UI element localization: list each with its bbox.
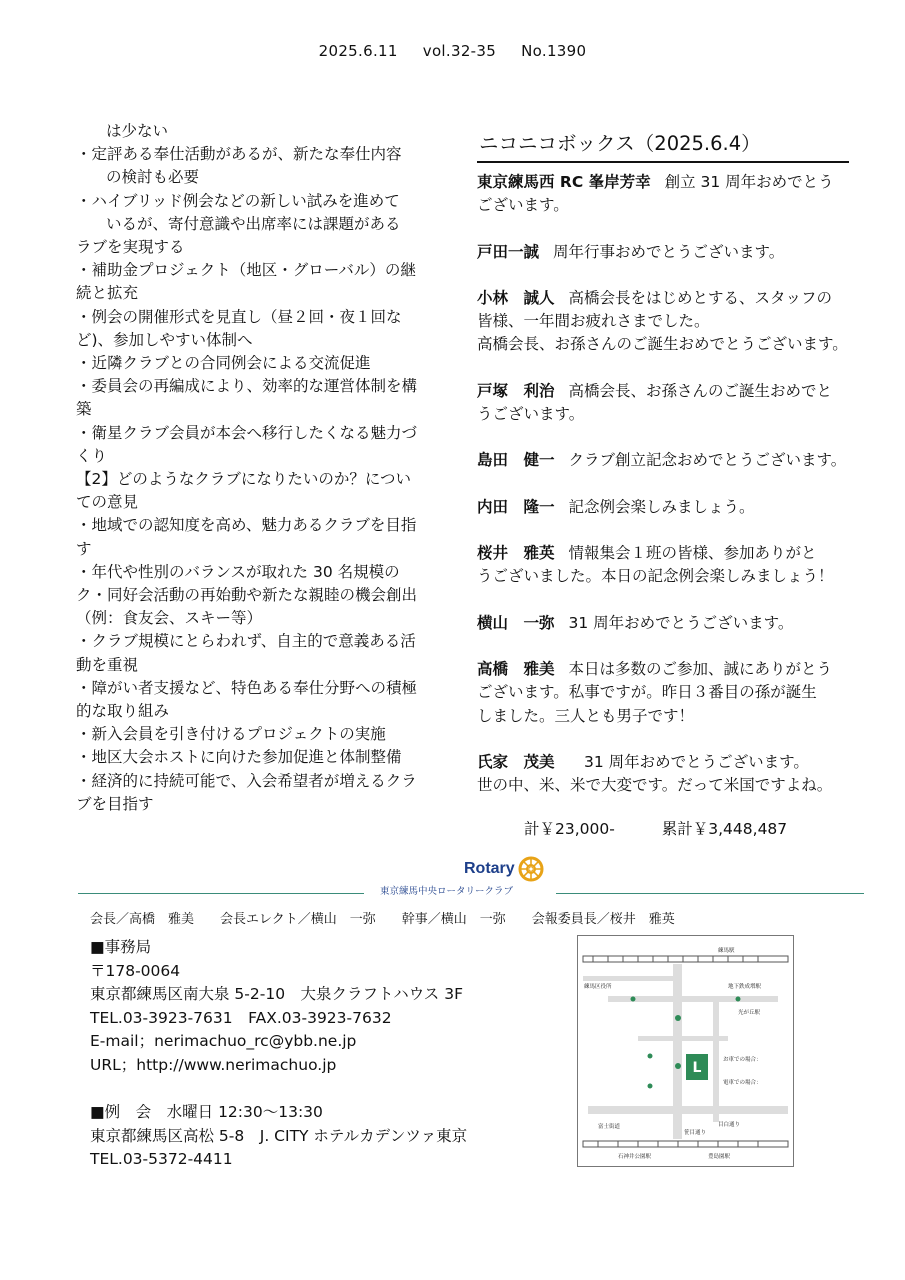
left-text-line: ・障がい者支援など、特色ある奉仕分野への積極	[76, 678, 418, 697]
map-label-10: 電車での場合：	[723, 1080, 762, 1086]
entry-message: 高橋会長、お孫さんのご誕生おめでと	[568, 381, 833, 400]
club-name-caption: 東京練馬中央ロータリークラブ	[380, 886, 514, 897]
entry-message: 高橋会長、お孫さんのご誕生おめでとうございます。	[477, 335, 848, 354]
officer-entry: 幹事／横山 一弥	[401, 912, 506, 927]
map-roads	[583, 964, 788, 1139]
map-station-markers	[631, 997, 741, 1089]
left-text-line: ・定評ある奉仕活動があるが、新たな奉仕内容	[76, 145, 402, 164]
left-text-line: ラブを実現する	[76, 238, 185, 257]
left-text-line: は少ない	[106, 122, 169, 140]
issue-date: 2025.6.11	[318, 42, 398, 60]
entry-name: 小林 誠人	[477, 288, 555, 307]
map-label-3: 光が丘駅	[738, 1010, 761, 1016]
left-text-line: ・衛星クラブ会員が本会へ移行したくなる魅力づ	[76, 423, 418, 442]
left-text-line: ・新入会員を引き付けるプロジェクトの実施	[76, 725, 386, 744]
map-label-6: 笹目通り	[684, 1130, 707, 1136]
meeting-tel: TEL.03-5372-4411	[90, 1150, 233, 1169]
contact-block	[90, 936, 467, 1172]
niconico-box	[477, 128, 857, 821]
map-drawing	[578, 936, 793, 1166]
issue-volume: vol.32-35	[422, 42, 497, 60]
rotary-wheel-icon	[518, 856, 544, 882]
officers-line	[90, 908, 701, 927]
niconico-entry	[477, 287, 857, 357]
left-text-line: ・地域での認知度を高め、魅力あるクラブを目指	[76, 516, 417, 535]
entry-message: 皆様、一年間お疲れさまでした。	[477, 312, 710, 331]
left-text-line: ・補助金プロジェクト（地区・グローバル）の継	[76, 261, 416, 280]
niconico-entry	[477, 612, 857, 635]
left-text-line: ・地区大会ホストに向けた参加促進と体制整備	[76, 748, 402, 767]
entry-line	[477, 449, 857, 472]
entry-message: クラブ創立記念おめでとうございます。	[568, 451, 847, 470]
left-text-line: いるが、寄付意識や出席率には課題がある	[106, 214, 401, 233]
entry-message: うございました。本日の記念例会楽しみましょう！	[477, 567, 834, 586]
niconico-entry	[477, 658, 857, 728]
meeting-heading: ■例 会 水曜日 12:30～13:30	[90, 1103, 323, 1122]
entry-name: 戸塚 利治	[477, 381, 555, 400]
entry-name: 横山 一弥	[477, 613, 555, 632]
left-text-line: ・例会の開催形式を見直し（昼２回・夜１回な	[76, 307, 402, 326]
left-text-line: す	[76, 539, 92, 558]
footer-rule-right	[556, 893, 864, 894]
office-email: E-mail；nerimachuo_rc@ybb.ne.jp	[90, 1032, 357, 1051]
left-text-line: 【2】どのようなクラブになりたいのか？につい	[76, 470, 412, 489]
entry-message: 周年行事おめでとうございます。	[553, 242, 785, 261]
left-text-line: ・委員会の再編成により、効率的な運営体制を構	[76, 377, 418, 396]
office-url: URL；http://www.nerimachuo.jp	[90, 1055, 337, 1074]
niconico-entry	[477, 496, 857, 519]
entry-message: 本日は多数のご参加、誠にありがとう	[568, 660, 833, 679]
map-label-7: 石神井公園駅	[618, 1154, 652, 1160]
niconico-entry	[477, 449, 857, 472]
total-amount: 計￥23,000-	[524, 820, 615, 838]
entry-message: 31 周年おめでとうございます。	[568, 752, 809, 771]
entry-line	[477, 403, 857, 426]
niconico-title: ニコニコボックス（2025.6.4）	[477, 128, 849, 163]
niconico-entry	[477, 380, 857, 426]
left-text-line: ・クラブ規模にとらわれず、自主的で意義ある活	[76, 632, 416, 651]
entry-line	[477, 310, 857, 333]
entry-name: 東京練馬西 RC 峯岸芳幸	[477, 173, 651, 191]
spacer	[90, 1078, 467, 1102]
left-text-line: 続と拡充	[76, 284, 139, 303]
entry-line	[477, 751, 857, 774]
meeting-address: 東京都練馬区高松 5-8 J. CITY ホテルカデンツァ東京	[90, 1126, 468, 1145]
left-text-line: ブを目指す	[76, 794, 154, 813]
entry-name: 内田 隆一	[477, 497, 555, 516]
entry-line	[477, 565, 857, 588]
footer-rule-left	[78, 893, 364, 894]
left-text-line: ク・同好会活動の再始動や新たな親睦の機会創出	[76, 586, 418, 605]
entry-line	[477, 705, 857, 728]
niconico-entry	[477, 241, 857, 264]
postal-code: 〒178-0064	[90, 961, 181, 980]
issue-number: No.1390	[521, 42, 587, 60]
office-tel-fax: TEL.03-3923-7631 FAX.03-3923-7632	[90, 1008, 392, 1027]
entry-name: 島田 健一	[477, 451, 555, 470]
map-label-2: 地下鉄成増駅	[728, 984, 762, 990]
svg-text:L: L	[692, 1060, 702, 1076]
left-text-line: ・年代や性別のバランスが取れた 30 名規模の	[76, 562, 400, 581]
entry-message: ございます。私事ですが。昨日３番目の孫が誕生	[477, 683, 817, 702]
entry-message: 世の中、米、米で大変です。だって米国ですよね。	[477, 776, 833, 795]
map-label-8: 豊島園駅	[708, 1154, 731, 1160]
entry-message: 31 周年おめでとうございます。	[568, 613, 794, 632]
left-text-line: ・近隣クラブとの合同例会による交流促進	[76, 354, 371, 373]
entry-message: 記念例会楽しみましょう。	[568, 497, 755, 516]
left-column-text	[76, 120, 456, 816]
left-text-line: 築	[76, 400, 92, 419]
rotary-logo	[464, 856, 544, 882]
entry-name: 戸田一誠	[477, 242, 540, 261]
location-map	[577, 935, 794, 1167]
entry-message: うございます。	[477, 404, 585, 423]
entry-line	[477, 380, 857, 403]
rotary-wordmark: Rotary	[464, 860, 515, 877]
issue-header	[0, 42, 905, 60]
map-label-0: 練馬駅	[718, 948, 735, 954]
entry-line	[477, 496, 857, 519]
niconico-entries	[477, 171, 857, 797]
officer-entry: 会長エレクト／横山 一弥	[220, 912, 376, 927]
map-label-1: 練馬区役所	[584, 984, 612, 990]
cumulative-amount: 累計￥3,448,487	[661, 820, 788, 838]
officer-entry: 会報委員長／桜井 雅英	[531, 912, 675, 927]
entry-line	[477, 194, 857, 217]
left-text-line: くり	[76, 446, 108, 465]
entry-message: 情報集会１班の皆様、参加ありがと	[568, 544, 817, 563]
niconico-entry	[477, 751, 857, 797]
left-text-line: （例：食友会、スキー等）	[76, 609, 263, 628]
niconico-entry	[477, 542, 857, 588]
office-address: 東京都練馬区南大泉 5-2-10 大泉クラフトハウス 3F	[90, 985, 463, 1004]
entry-name: 高橋 雅美	[477, 660, 555, 679]
niconico-entry	[477, 171, 857, 217]
office-heading: ■事務局	[90, 938, 152, 956]
entry-line	[477, 612, 857, 635]
map-label-5: 目白通り	[718, 1122, 741, 1128]
entry-line	[477, 241, 857, 264]
left-text-line: ての意見	[76, 493, 139, 512]
map-label-9: お車での場合：	[723, 1057, 762, 1063]
niconico-totals	[524, 817, 829, 839]
entry-message: 高橋会長をはじめとする、スタッフの	[568, 288, 833, 307]
map-label-4: 富士街道	[598, 1124, 621, 1130]
left-text-line: ・経済的に持続可能で、入会希望者が増えるクラ	[76, 771, 417, 790]
entry-message: 創立 31 周年おめでとう	[664, 173, 834, 191]
entry-line	[477, 681, 857, 704]
entry-name: 桜井 雅英	[477, 544, 555, 563]
officer-entry: 会長／高橋 雅美	[90, 912, 195, 927]
entry-line	[477, 333, 857, 356]
left-text-line: ど)、参加しやすい体制へ	[76, 330, 253, 349]
entry-line	[477, 171, 857, 194]
map-railway-bottom	[583, 1141, 788, 1147]
entry-line	[477, 658, 857, 681]
left-text-line: 的な取り組み	[76, 702, 170, 721]
left-text-line: の検討も必要	[106, 168, 200, 187]
left-text-line: ・ハイブリッド例会などの新しい試みを進めて	[76, 191, 400, 210]
entry-line	[477, 542, 857, 565]
entry-name: 氏家 茂美	[477, 752, 555, 771]
entry-line	[477, 774, 857, 797]
entry-message: しました。三人とも男子です！	[477, 706, 695, 725]
entry-message: ございます。	[477, 196, 569, 215]
left-text-line: 動を重視	[76, 655, 139, 674]
map-railway-top	[583, 956, 788, 962]
entry-line	[477, 287, 857, 310]
